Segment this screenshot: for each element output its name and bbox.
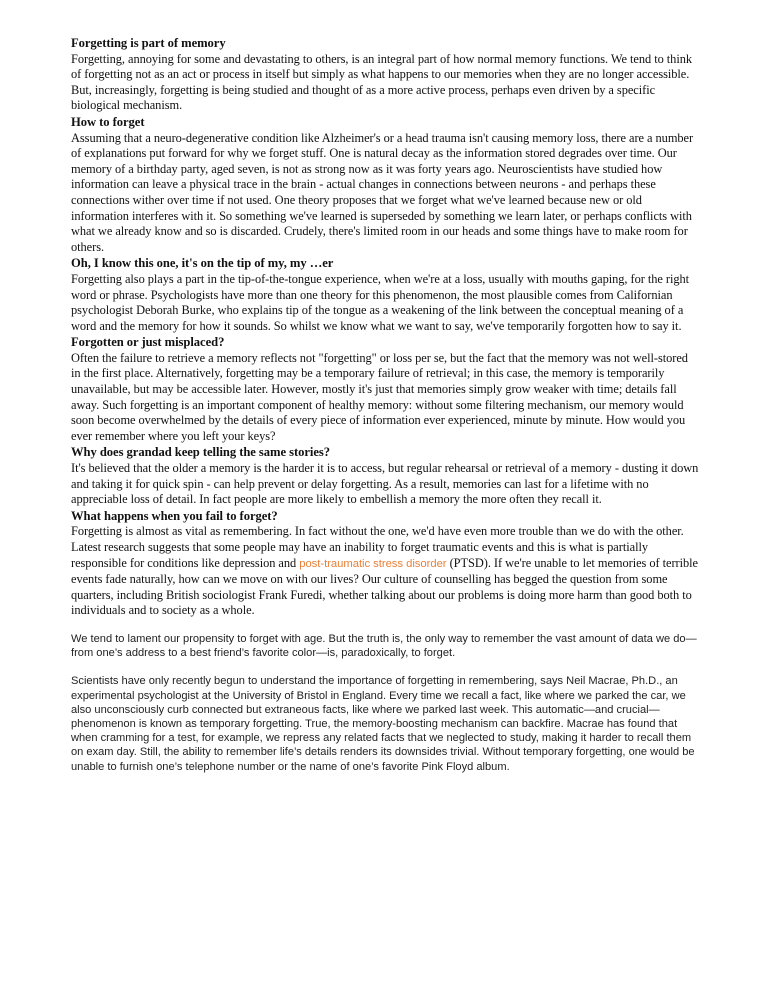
section-heading: What happens when you fail to forget?	[71, 508, 278, 523]
body-text: (PTSD). If we're unable to let memories of terrible events fade naturally, how can we move on with our lives? Our culture of counselling has begged the question from some quarters, including British sociologist Frank Furedi, whether talking about our problems is doing more harm than good both to individuals and to society as a whole.	[71, 555, 699, 618]
paragraph: Scientists have only recently begun to understand the importance of forgetting in remembering, says Neil Macrae, Ph.D., an experimental psychologist at the University of Bristol in England. Every time we recall a fact, like where we parked the car, we also unconsciously curb connected but extraneous facts, like where we parked last week. This automatic—and crucial—phenomenon is known as temporary forgetting. True, the memory-boosting mechanism can backfire. Macrae has found that when cramming for a test, for example, we repress any related facts that we neglected to study, making it harder to recall them on exam day. Still, the ability to remember life’s details renders its downsides trivial. Without temporary forgetting, one would be unable to furnish one’s telephone number or the name of one’s favorite Pink Floyd album.	[71, 675, 695, 773]
section-heading: Oh, I know this one, it's on the tip of my, my …er	[71, 256, 334, 271]
section-heading: Forgetting is part of memory	[71, 36, 226, 50]
section-heading: Forgotten or just misplaced?	[71, 335, 225, 350]
ptsd-link[interactable]: post-traumatic stress disorder	[299, 557, 447, 570]
article-sans	[71, 632, 699, 774]
paragraph: We tend to lament our propensity to forget with age. But the truth is, the only way to remember the vast amount of data we do—from one’s address to a best friend’s favorite color—is, paradoxically, to forget.	[71, 632, 697, 660]
section-heading: How to forget	[71, 114, 145, 129]
section-body: Often the failure to retrieve a memory reflects not "forgetting" or loss per se, but the fact that the memory was not well-stored in the first place. Alternatively, forgetting may be a temporary failure of retrieval; in this case, the memory is temporarily unavailable, but may be accessible later. However, mostly it's just that memories simply grow weaker with time; details fall away. Such forgetting is an important component of healthy memory: without some filtering mechanism, our memory would soon become overwhelmed by the details of every piece of information ever experienced, minute by minute. How would you ever remember where you left your keys?	[71, 350, 688, 443]
article-serif	[71, 36, 699, 619]
section-heading: Why does grandad keep telling the same stories?	[71, 445, 330, 460]
section-body	[71, 524, 699, 619]
section-body: Forgetting, annoying for some and devastating to others, is an integral part of how normal memory functions. We tend to think of forgetting not as an act or process in itself but simply as what happens to our memories when they are no longer accessible. But, increasingly, forgetting is being studied and thought of as a more active process, perhaps even driven by a specific biological mechanism.	[71, 51, 693, 113]
section-body: Assuming that a neuro-degenerative condition like Alzheimer's or a head trauma isn't causing memory loss, there are a number of explanations put forward for why we forget stuff. One is natural decay as the information stored degrades over time. Our memory of a birthday party, aged seven, is not as strong now as it was forty years ago. Neuroscientists have studied how information can leave a physical trace in the brain - actual changes in connections between neurons - and perhaps these connections wither over time if not used. One theory proposes that we forget what we've learned because new or old information interferes with it. So something we've learned is superseded by something we learn later, or perhaps conflicts with what we already know and so is discarded. Crudely, there's limited room in our heads and some things have to make room for others.	[71, 130, 694, 254]
document-page	[71, 36, 699, 788]
body-text: Forgetting is almost as vital as remembering. In fact without the one, we'd have even more trouble than we do with the other. Latest research suggests that some people may have an inability to forget traumatic events and this is what is partially responsible for conditions like depression and	[71, 524, 684, 570]
section-body: Forgetting also plays a part in the tip-of-the-tongue experience, when we're at a loss, usually with mouths gaping, for the right word or phrase. Psychologists have more than one theory for this phenomenon, the most plausible comes from Californian psychologist Deborah Burke, who explains tip of the tongue as a weakening of the link between the conceptual meaning of a word and the memory for how it sounds. So whilst we know what we want to say, we've temporarily forgotten how to say it.	[71, 271, 690, 333]
section-body: It's believed that the older a memory is the harder it is to access, but regular rehearsal or retrieval of a memory - dusting it down and taking it for quick spin - can help prevent or delay forgetting. As a result, memories can last for a lifetime with no appreciable loss of detail. In fact people are more likely to embellish a memory the more often they recall it.	[71, 461, 699, 507]
